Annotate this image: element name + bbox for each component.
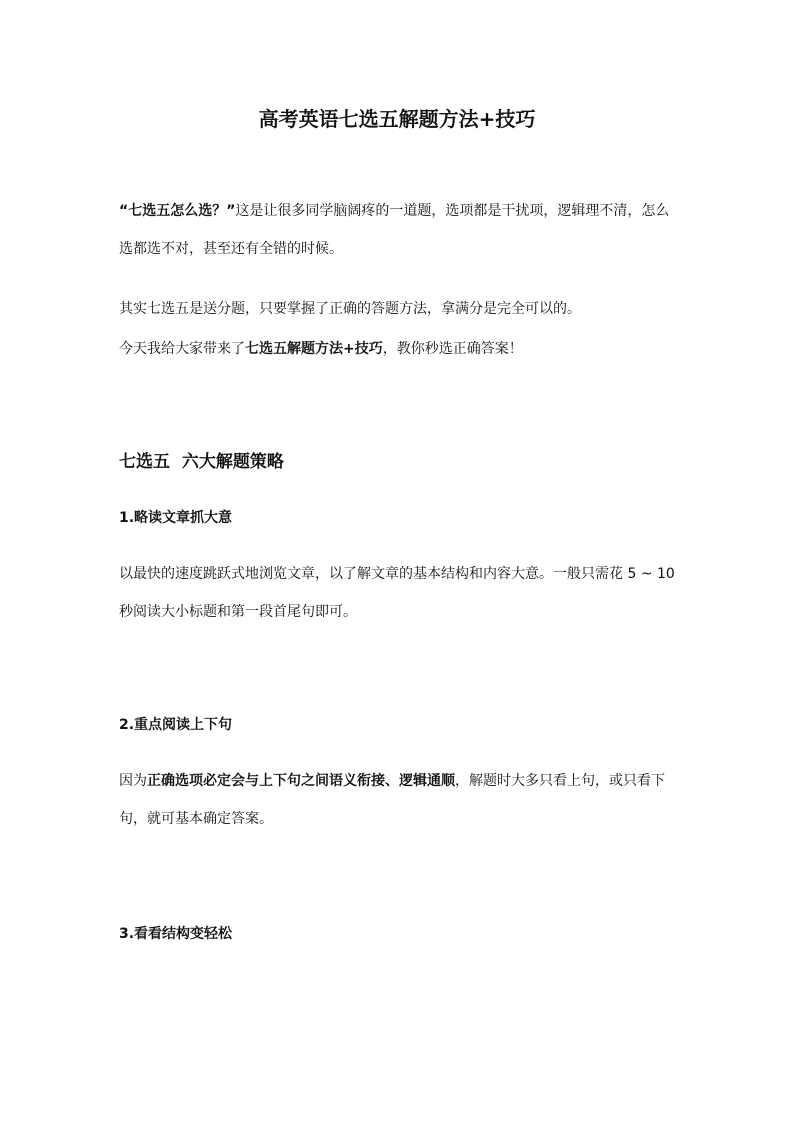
strategy-2-body-bold: 正确选项必定会与上下句之间语义衔接、逻辑通顺	[147, 773, 455, 789]
strategy-2-heading: 2.重点阅读上下句	[119, 717, 233, 733]
strategy-2-body	[119, 762, 679, 838]
strategy-3-heading: 3.看看结构变轻松	[119, 926, 233, 942]
document-title: 高考英语七选五解题方法+技巧	[258, 107, 536, 131]
intro-paragraph-3-post: ，教你秒选正确答案！	[382, 341, 523, 357]
intro-question: “七选五怎么选？”	[119, 203, 236, 219]
intro-paragraph-3	[119, 330, 679, 368]
intro-paragraph-1-text: 这是让很多同学脑阔疼的一道题，选项都是干扰项，逻辑理不清，怎么选都选不对，甚至还有全错的时候。	[119, 203, 670, 257]
intro-paragraph-1	[119, 192, 679, 268]
intro-paragraph-3-bold: 七选五解题方法+技巧	[245, 341, 383, 357]
section-heading: 七选五 六大解题策略	[119, 452, 284, 472]
strategy-2-body-post: ，解题时大多只看上句，或只看下句，就可基本确定答案。	[119, 773, 665, 827]
strategy-1-heading: 1.略读文章抓大意	[119, 510, 233, 526]
strategy-1-body: 以最快的速度跳跃式地浏览文章，以了解文章的基本结构和内容大意。一般只需花 5 ~ 10 秒阅读大小标题和第一段首尾句即可。	[119, 566, 675, 620]
strategy-2-body-pre: 因为	[119, 773, 147, 789]
intro-paragraph-2: 其实七选五是送分题，只要掌握了正确的答题方法，拿满分是完全可以的。	[119, 301, 581, 317]
intro-paragraph-3-pre: 今天我给大家带来了	[119, 341, 245, 357]
